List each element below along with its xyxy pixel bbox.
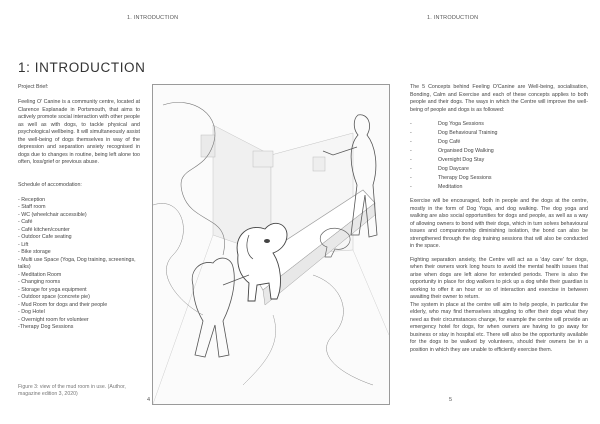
schedule-item: - Changing rooms: [18, 279, 61, 285]
schedule-item: - Dog Hotel: [18, 309, 45, 315]
schedule-item: - Staff room: [18, 204, 46, 210]
body-paragraph: The system in place at the centre will aim to help people, in particular the elderly, who may find themselves struggling to offer their dogs what they need as their circumstances change, for example the centre will provide an emergency hotel for dogs, for when owners are having to go away for business or stay in hospital etc. There will also be the opportunity available for the dogs to be walked by volunteers, should their owners be in a position in which they are unable to efficiently exercise them.: [410, 301, 588, 353]
running-head-left: 1. INTRODUCTION: [127, 15, 179, 21]
concept-item: - Dog Yoga Sessions: [410, 121, 484, 127]
schedule-label: Schedule of accomodation:: [18, 181, 82, 188]
schedule-list: [18, 197, 140, 332]
figure-caption: Figure 3: view of the mud room in use. (Author, magazine edition 3, 2020): [18, 384, 126, 397]
running-head-right: 1. INTRODUCTION: [427, 15, 479, 21]
concept-item: - Dog Café: [410, 139, 461, 145]
schedule-item: -Therapy Dog Sessions: [18, 324, 74, 330]
schedule-item: - Multi use Space (Yoga, Dog training, screenings, talks): [18, 256, 136, 270]
schedule-item: - Storage for yoga equipment: [18, 286, 87, 293]
brief-text: Feeling O' Canine is a community centre, located at Clarence Esplanade in Portsmouth, that aims to actively promote social interaction with other people as well as with dogs, to tackle physical and psychological wellbeing. It will simultaneously assist the well-being of dogs themselves in way of the depression and separation anxiety recognised in dogs due to changes in routine, being left alone too often, loss/grief or previous abuse.: [18, 99, 140, 165]
concept-item: - Organised Dog Walking: [410, 148, 494, 154]
page-number-left: 4: [147, 397, 151, 403]
concepts-list: [410, 120, 588, 192]
body-paragraph: Fighting separation anxiety, the Centre will act as a 'day care' for dogs, when their owners work long hours to avoid the mental health issues that arise when dogs are left alone for extended periods. There is also the opportunity in place for dog walkers to pick up a dog while their guardian is working to offer it an hour or so of interaction and exercise in between awaiting their owner to return.: [410, 256, 588, 300]
schedule-item: - Overnight room for volunteer: [18, 316, 89, 323]
body-paragraph: Exercise will be encouraged, both in people and the dogs at the centre, mostly in the form of Dog Yoga, and dog walking. The dog yoga and walking are also social opportunities for dogs and people, as well as a way of allowing owners to bond with their dogs, which in turn solves behavioural issues and companionship diminishing isolation, the bond can also be strengthened through the dog training sessions that will also be conducted in the space.: [410, 198, 588, 249]
page-number-right: 5: [449, 397, 453, 403]
left-text-column: [18, 84, 140, 332]
schedule-item: - Outdoor space (concrete pie): [18, 294, 90, 300]
schedule-item: - Bike storage: [18, 249, 51, 255]
schedule-item: - Café kitchen/counter: [18, 226, 70, 233]
concept-item: - Overnight Dog Stay: [410, 157, 485, 163]
schedule-item: - Café: [18, 219, 33, 225]
concept-item: - Dog Behavioural Training: [410, 130, 498, 136]
concept-item: - Dog Daycare: [410, 166, 469, 172]
schedule-item: - Reception: [18, 196, 46, 203]
brief-label: Project Brief:: [18, 84, 49, 90]
schedule-item: - Mud Room for dogs and their people: [18, 301, 108, 308]
schedule-item: - Meditation Room: [18, 271, 62, 278]
project-brief: [18, 84, 140, 167]
concept-item: - Therapy Dog Sessions: [410, 175, 492, 181]
concept-item: - Meditation: [410, 184, 463, 190]
concepts-intro: The 5 Concepts behind Feeling O'Canine are Well-being, socialisation, Bonding, Calm and Exercise and each of these concepts applies to both people and their dogs. The ways in which the Centre will improve the well-being of people and dogs is as followed:: [410, 84, 588, 113]
right-page: [300, 0, 600, 424]
right-text-column: [410, 84, 588, 360]
schedule-item: - Outdoor Cafe seating: [18, 234, 72, 240]
schedule-item: - WC (wheelchair accessible): [18, 211, 87, 218]
chapter-title: 1: INTRODUCTION: [18, 60, 146, 75]
schedule-item: - Lift: [18, 241, 29, 248]
